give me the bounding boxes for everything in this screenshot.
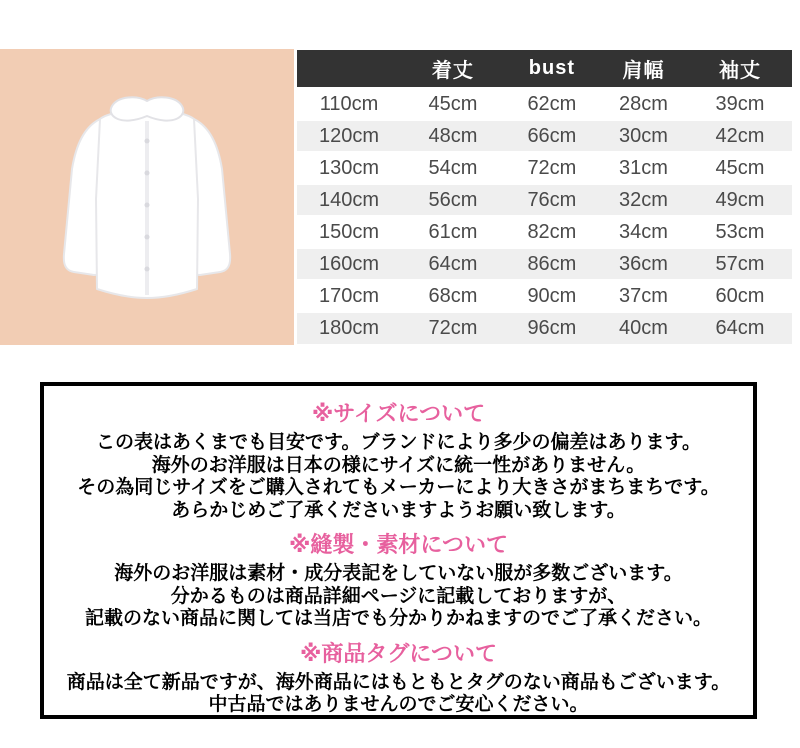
table-row bbox=[297, 248, 792, 280]
measurement-cell: 96cm bbox=[505, 312, 599, 344]
measurement-cell: 82cm bbox=[505, 216, 599, 248]
size-table-header-cell bbox=[297, 50, 401, 88]
size-table-header-cell: bust bbox=[505, 50, 599, 88]
measurement-cell: 53cm bbox=[688, 216, 792, 248]
shirt-image bbox=[0, 49, 294, 345]
measurement-cell: 42cm bbox=[688, 120, 792, 152]
measurement-cell: 86cm bbox=[505, 248, 599, 280]
measurement-cell: 34cm bbox=[599, 216, 688, 248]
size-cell: 150cm bbox=[297, 216, 401, 248]
size-table bbox=[297, 50, 792, 344]
size-table-header-cell: 袖丈 bbox=[688, 50, 792, 88]
measurement-cell: 72cm bbox=[505, 152, 599, 184]
measurement-cell: 61cm bbox=[401, 216, 505, 248]
measurement-cell: 64cm bbox=[688, 312, 792, 344]
measurement-cell: 54cm bbox=[401, 152, 505, 184]
measurement-cell: 90cm bbox=[505, 280, 599, 312]
notice-line: あらかじめご了承くださいますようお願い致します。 bbox=[171, 499, 626, 521]
size-table-body bbox=[297, 88, 792, 344]
notice-section-heading: ※商品タグについて bbox=[300, 640, 497, 666]
measurement-cell: 28cm bbox=[599, 88, 688, 120]
size-cell: 120cm bbox=[297, 120, 401, 152]
notice-line: 分かるものは商品詳細ページに記載しておりますが、 bbox=[170, 585, 627, 607]
measurement-cell: 45cm bbox=[401, 88, 505, 120]
table-row bbox=[297, 280, 792, 312]
measurement-cell: 36cm bbox=[599, 248, 688, 280]
table-row bbox=[297, 152, 792, 184]
measurement-cell: 37cm bbox=[599, 280, 688, 312]
size-table-header-row bbox=[297, 50, 792, 88]
notice-line: 商品は全て新品ですが、海外商品にはもともとタグのない商品もございます。 bbox=[66, 671, 731, 693]
size-cell: 160cm bbox=[297, 248, 401, 280]
measurement-cell: 68cm bbox=[401, 280, 505, 312]
measurement-cell: 49cm bbox=[688, 184, 792, 216]
measurement-cell: 57cm bbox=[688, 248, 792, 280]
notice-line: 中古品ではありませんのでご安心ください。 bbox=[208, 694, 589, 715]
notice-section-heading: ※縫製・素材について bbox=[289, 532, 508, 557]
notice-line: 海外のお洋服は素材・成分表記をしていない服が多数ございます。 bbox=[114, 563, 683, 584]
measurement-cell: 40cm bbox=[599, 312, 688, 344]
notice-section-heading: ※サイズについて bbox=[311, 401, 486, 426]
notice-line: その為同じサイズをご購入されてもメーカーにより大きさがまちまちです。 bbox=[77, 477, 720, 498]
measurement-cell: 30cm bbox=[599, 120, 688, 152]
measurement-cell: 64cm bbox=[401, 248, 505, 280]
measurement-cell: 45cm bbox=[688, 152, 792, 184]
measurement-cell: 39cm bbox=[688, 88, 792, 120]
table-row bbox=[297, 120, 792, 152]
measurement-cell: 31cm bbox=[599, 152, 688, 184]
size-cell: 110cm bbox=[297, 88, 401, 120]
measurement-cell: 48cm bbox=[401, 120, 505, 152]
size-cell: 170cm bbox=[297, 280, 401, 312]
size-cell: 180cm bbox=[297, 312, 401, 344]
notice-box bbox=[40, 382, 757, 719]
measurement-cell: 60cm bbox=[688, 280, 792, 312]
table-row bbox=[297, 216, 792, 248]
measurement-cell: 62cm bbox=[505, 88, 599, 120]
measurement-cell: 72cm bbox=[401, 312, 505, 344]
table-row bbox=[297, 184, 792, 216]
measurement-cell: 66cm bbox=[505, 120, 599, 152]
measurement-cell: 76cm bbox=[505, 184, 599, 216]
notice-line: 記載のない商品に関しては当店でも分かりかねますのでご了承ください。 bbox=[84, 608, 712, 629]
size-table-header-cell: 肩幅 bbox=[599, 50, 688, 88]
product-photo bbox=[0, 49, 294, 345]
measurement-cell: 56cm bbox=[401, 184, 505, 216]
table-row bbox=[297, 88, 792, 120]
size-cell: 130cm bbox=[297, 152, 401, 184]
notice-section bbox=[44, 401, 753, 522]
table-row bbox=[297, 312, 792, 344]
size-table-header-cell: 着丈 bbox=[401, 50, 505, 88]
notice-section bbox=[44, 641, 753, 717]
notice-section bbox=[44, 532, 753, 631]
notice-line: 海外のお洋服は日本の様にサイズに統一性がありません。 bbox=[151, 454, 646, 476]
notice-line: この表はあくまでも目安です。ブランドにより多少の偏差はあります。 bbox=[96, 432, 701, 453]
size-table-container bbox=[297, 50, 792, 344]
measurement-cell: 32cm bbox=[599, 184, 688, 216]
size-cell: 140cm bbox=[297, 184, 401, 216]
